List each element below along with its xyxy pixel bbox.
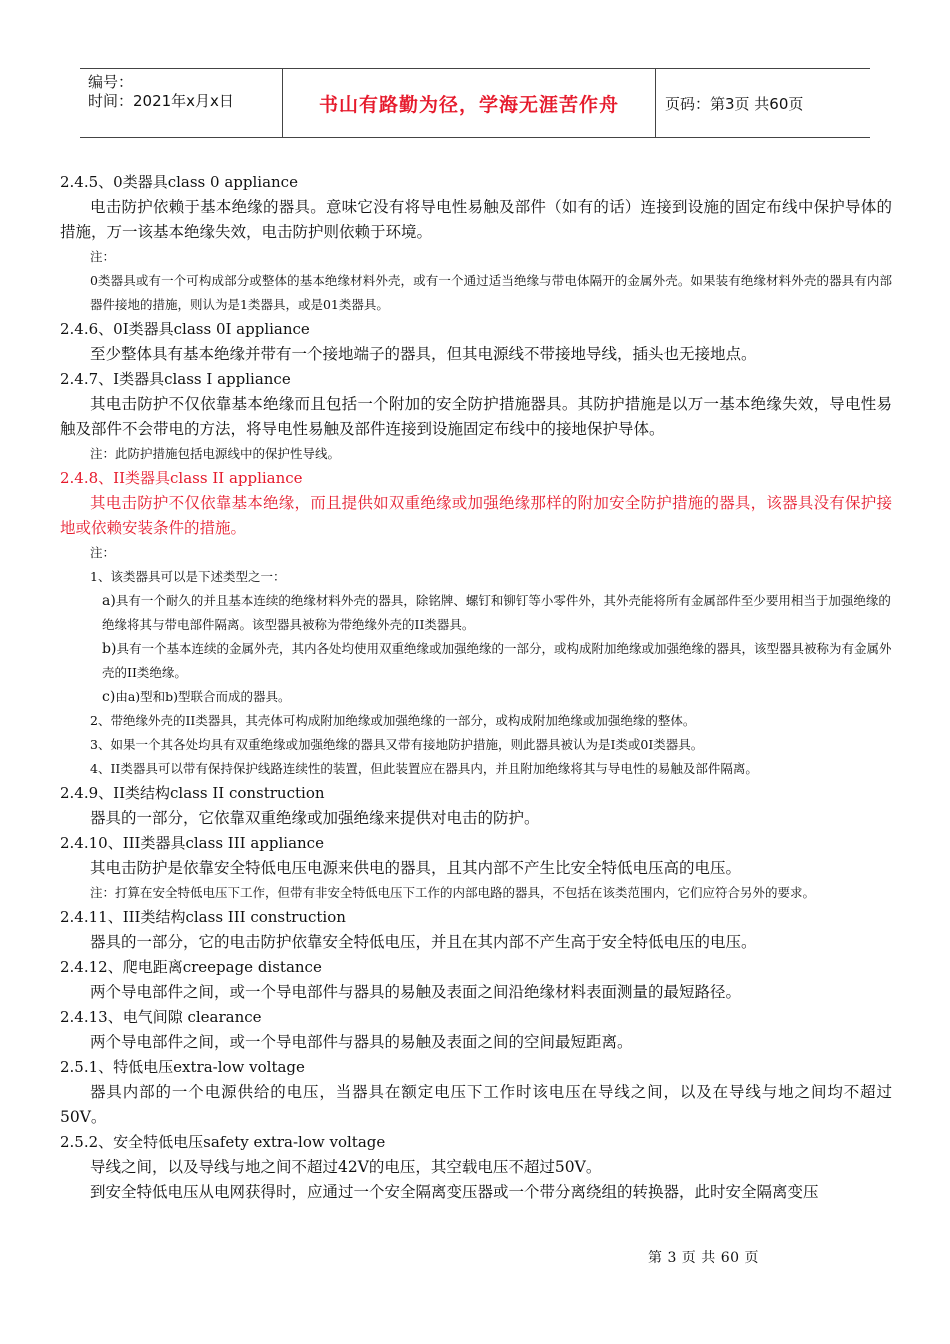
section-heading: 2.4.10、III类器具class III appliance: [60, 834, 324, 852]
subitem-text: 由a)型和b)型联合而成的器具。: [115, 689, 291, 704]
section-paragraph: 两个导电部件之间，或一个导电部件与器具的易触及表面之间沿绝缘材料表面测量的最短路径。: [90, 983, 742, 1001]
section-heading: 2.4.13、电气间隙 clearance: [60, 1008, 262, 1026]
section-heading: 2.5.1、特低电压extra-low voltage: [60, 1058, 305, 1076]
section-heading: 2.4.5、0类器具class 0 appliance: [60, 173, 298, 191]
note-text: 0类器具或有一个可构成部分或整体的基本绝缘材料外壳，或有一个通过适当绝缘与带电体隔开的金属外壳。如果装有绝缘材料外壳的器具有内部器件接地的措施，则认为是1类器具，或是01类器具。: [90, 273, 892, 312]
section-heading: 2.4.11、III类结构class III construction: [60, 908, 346, 926]
subitem-marker: a): [102, 593, 116, 609]
note-label: 注：: [90, 249, 116, 264]
page-header: [80, 68, 870, 138]
section-heading: 2.4.9、II类结构class II construction: [60, 784, 325, 802]
note-subitem: [60, 637, 892, 685]
section-heading-highlighted: 2.4.8、II类器具class II appliance: [60, 469, 303, 487]
section-heading: 2.4.12、爬电距离creepage distance: [60, 958, 322, 976]
section-heading: 2.5.2、安全特低电压safety extra-low voltage: [60, 1133, 386, 1151]
time-label: 时间：2021年x月x日: [88, 92, 234, 110]
section-paragraph: 至少整体具有基本绝缘并带有一个接地端子的器具，但其电源线不带接地导线，插头也无接地点。: [90, 345, 757, 363]
page-footer: 第 3 页 共 60 页: [648, 1250, 759, 1266]
note-item: 4、II类器具可以带有保持保护线路连续性的装置，但此装置应在器具内，并且附加绝缘将其与导电性的易触及部件隔离。: [90, 761, 758, 776]
section-paragraph: 器具内部的一个电源供给的电压，当器具在额定电压下工作时该电压在导线之间，以及在导线与地之间均不超过50V。: [60, 1083, 892, 1126]
motto: 书山有路勤为径，学海无涯苦作舟: [318, 93, 619, 116]
note-text: 注：此防护措施包括电源线中的保护性导线。: [90, 446, 341, 461]
section-heading: 2.4.6、0I类器具class 0I appliance: [60, 320, 310, 338]
subitem-text: 具有一个耐久的并且基本连续的绝缘材料外壳的器具，除铭牌、螺钉和铆钉等小零件外，其外壳能将所有金属部件至少要用相当于加强绝缘的绝缘将其与带电部件隔离。该型器具被称为带绝缘外壳的II类器具。: [102, 593, 891, 632]
section-paragraph: 电击防护依赖于基本绝缘的器具。意味它没有将导电性易触及部件（如有的话）连接到设施的固定布线中保护导体的措施，万一该基本绝缘失效，电击防护则依赖于环境。: [60, 198, 892, 241]
header-meta: [80, 69, 282, 137]
section-paragraph: 器具的一部分，它依靠双重绝缘或加强绝缘来提供对电击的防护。: [90, 809, 540, 827]
number-label: 编号：: [88, 73, 134, 91]
section-paragraph-highlighted: 其电击防护不仅依靠基本绝缘，而且提供如双重绝缘或加强绝缘那样的附加安全防护措施的器具，该器具没有保护接地或依赖安装条件的措施。: [60, 494, 892, 537]
section-heading: 2.4.7、I类器具class I appliance: [60, 370, 291, 388]
note-item: 1、该类器具可以是下述类型之一：: [90, 569, 286, 584]
page-indicator: 页码：第3页 共60页: [665, 94, 804, 113]
subitem-marker: c): [102, 689, 116, 705]
section-paragraph: 器具的一部分，它的电击防护依靠安全特低电压，并且在其内部不产生高于安全特低电压的电压。: [90, 933, 757, 951]
section-paragraph: 导线之间，以及导线与地之间不超过42V的电压，其空载电压不超过50V。: [90, 1158, 602, 1176]
note-label: 注：: [90, 545, 116, 560]
document-body: [60, 170, 892, 1205]
subitem-text: 具有一个基本连续的金属外壳，其内各处均使用双重绝缘或加强绝缘的一部分，或构成附加绝缘或加强绝缘的器具，该型器具被称为有金属外壳的II类绝缘。: [102, 641, 892, 680]
section-paragraph: 到安全特低电压从电网获得时，应通过一个安全隔离变压器或一个带分离绕组的转换器，此时安全隔离变压: [90, 1183, 819, 1201]
note-text: 注：打算在安全特低电压下工作，但带有非安全特低电压下工作的内部电路的器具，不包括在该类范围内，它们应符合另外的要求。: [90, 885, 816, 900]
note-subitem: [60, 589, 892, 637]
subitem-marker: b): [102, 641, 117, 657]
note-item: 3、如果一个其各处均具有双重绝缘或加强绝缘的器具又带有接地防护措施，则此器具被认为是I类或0I类器具。: [90, 737, 704, 752]
section-paragraph: 其电击防护是依靠安全特低电压电源来供电的器具，且其内部不产生比安全特低电压高的电压。: [90, 859, 742, 877]
header-motto-cell: [282, 69, 656, 137]
note-item: 2、带绝缘外壳的II类器具，其壳体可构成附加绝缘或加强绝缘的一部分，或构成附加绝缘或加强绝缘的整体。: [90, 713, 696, 728]
section-paragraph: 两个导电部件之间，或一个导电部件与器具的易触及表面之间的空间最短距离。: [90, 1033, 633, 1051]
section-paragraph: 其电击防护不仅依靠基本绝缘而且包括一个附加的安全防护措施器具。其防护措施是以万一基本绝缘失效，导电性易触及部件不会带电的方法，将导电性易触及部件连接到设施固定布线中的接地保护导体。: [60, 395, 892, 438]
note-subitem: [60, 685, 892, 709]
